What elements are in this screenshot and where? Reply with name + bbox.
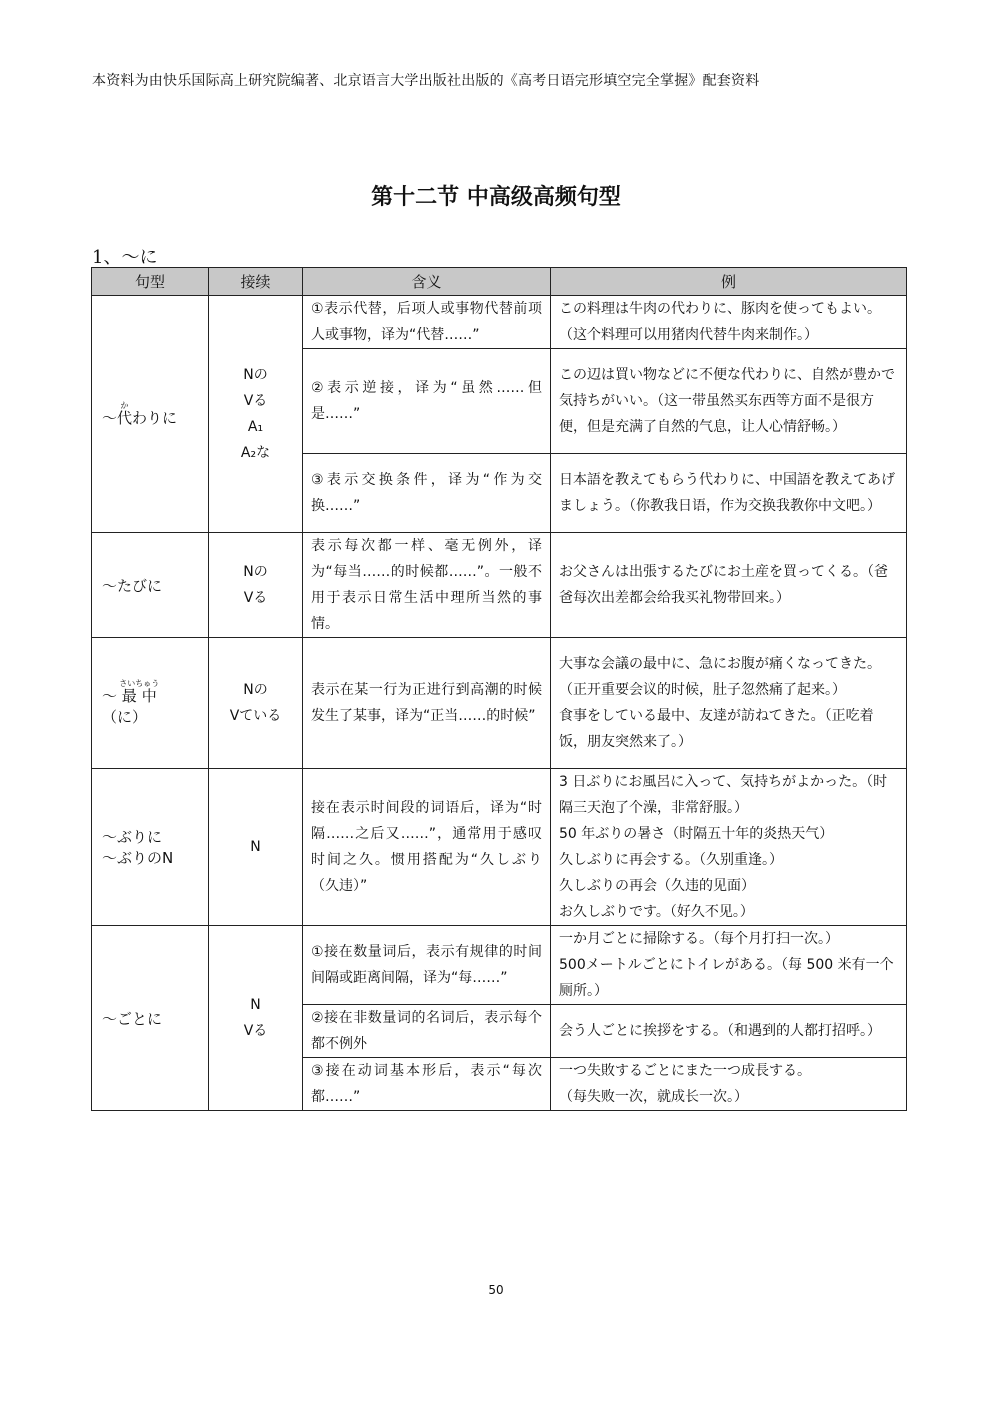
connection-cell: N bbox=[209, 769, 303, 926]
meaning-cell: 表示每次都一样、毫无例外，译为“每当……的时候都……”。一般不用于表示日常生活中理所当然的事情。 bbox=[303, 533, 551, 638]
meaning-cell: ①表示代替，后项人或事物代替前项人或事物，译为“代替……” bbox=[303, 296, 551, 349]
section-heading: 1、～に bbox=[92, 247, 158, 268]
example-cell: 一つ失敗するごとにまた一つ成長する。 （每失败一次，就成长一次。） bbox=[551, 1058, 907, 1111]
pattern-cell: ～ 最中さいちゅう（に） bbox=[92, 638, 209, 769]
table-row bbox=[92, 638, 907, 769]
column-header-example: 例 bbox=[551, 268, 907, 296]
connection-cell: Nの Vる A₁ A₂な bbox=[209, 296, 303, 533]
column-header-meaning: 含义 bbox=[303, 268, 551, 296]
pattern-cell: ～代かわりに bbox=[92, 296, 209, 533]
connection-cell: Nの Vる bbox=[209, 533, 303, 638]
example-cell: この料理は牛肉の代わりに、豚肉を使ってもよい。（这个料理可以用猪肉代替牛肉来制作。） bbox=[551, 296, 907, 349]
pattern-ruby: 代か bbox=[117, 400, 133, 427]
table-row bbox=[92, 926, 907, 1005]
pattern-ruby: 最中さいちゅう bbox=[119, 679, 160, 705]
meaning-cell: ③表示交换条件，译为“作为交换……” bbox=[303, 454, 551, 533]
example-cell: 日本語を教えてもらう代わりに、中国語を教えてあげましょう。（你教我日语，作为交换我教你中文吧。） bbox=[551, 454, 907, 533]
example-cell: 大事な会議の最中に、急にお腹が痛くなってきた。（正开重要会议的时候，肚子忽然痛了起来。） 食事をしている最中、友達が訪ねてきた。（正吃着饭，朋友突然来了。） bbox=[551, 638, 907, 769]
example-cell: 一か月ごとに掃除する。（每个月打扫一次。） 500メートルごとにトイレがある。（每 500 米有一个厕所。） bbox=[551, 926, 907, 1005]
grammar-table bbox=[91, 267, 907, 1111]
example-cell: お父さんは出張するたびにお土産を買ってくる。（爸爸每次出差都会给我买礼物带回来。） bbox=[551, 533, 907, 638]
column-header-connection: 接续 bbox=[209, 268, 303, 296]
connection-cell: Nの Vている bbox=[209, 638, 303, 769]
example-cell: この辺は買い物などに不便な代わりに、自然が豊かで気持ちがいい。（这一带虽然买东西等方面不是很方便，但是充满了自然的气息，让人心情舒畅。） bbox=[551, 349, 907, 454]
column-header-pattern: 句型 bbox=[92, 268, 209, 296]
table-header-row bbox=[92, 268, 907, 296]
connection-cell: N Vる bbox=[209, 926, 303, 1111]
page-number: 50 bbox=[488, 1283, 504, 1297]
meaning-cell: ②表示逆接，译为“虽然……但是……” bbox=[303, 349, 551, 454]
pattern-cell: ～ぶりに ～ぶりのN bbox=[92, 769, 209, 926]
example-cell: 会う人ごとに挨拶をする。（和遇到的人都打招呼。） bbox=[551, 1005, 907, 1058]
meaning-cell: 接在表示时间段的词语后，译为“时隔……之后又……”，通常用于感叹时间之久。惯用搭配为“久しぶり（久违）” bbox=[303, 769, 551, 926]
table-row bbox=[92, 533, 907, 638]
document-header: 本资料为由快乐国际高上研究院编著、北京语言大学出版社出版的《高考日语完形填空完全掌握》配套资料 bbox=[92, 73, 760, 89]
meaning-cell: 表示在某一行为正进行到高潮的时候发生了某事，译为“正当……的时候” bbox=[303, 638, 551, 769]
meaning-cell: ②接在非数量词的名词后，表示每个都不例外 bbox=[303, 1005, 551, 1058]
example-cell: 3 日ぶりにお風呂に入って、気持ちがよかった。（时隔三天泡了个澡，非常舒服。） 50 年ぶりの暑さ（时隔五十年的炎热天气） 久しぶりに再会する。（久别重逢。） 久しぶりの再会（久违的见面） お久しぶりです。（好久不见。） bbox=[551, 769, 907, 926]
page-title: 第十二节 中高级高频句型 bbox=[371, 184, 621, 210]
table-row bbox=[92, 769, 907, 926]
pattern-cell: ～ごとに bbox=[92, 926, 209, 1111]
meaning-cell: ③接在动词基本形后，表示“每次都……” bbox=[303, 1058, 551, 1111]
pattern-cell: ～たびに bbox=[92, 533, 209, 638]
meaning-cell: ①接在数量词后，表示有规律的时间间隔或距离间隔，译为“每……” bbox=[303, 926, 551, 1005]
table-row bbox=[92, 296, 907, 349]
